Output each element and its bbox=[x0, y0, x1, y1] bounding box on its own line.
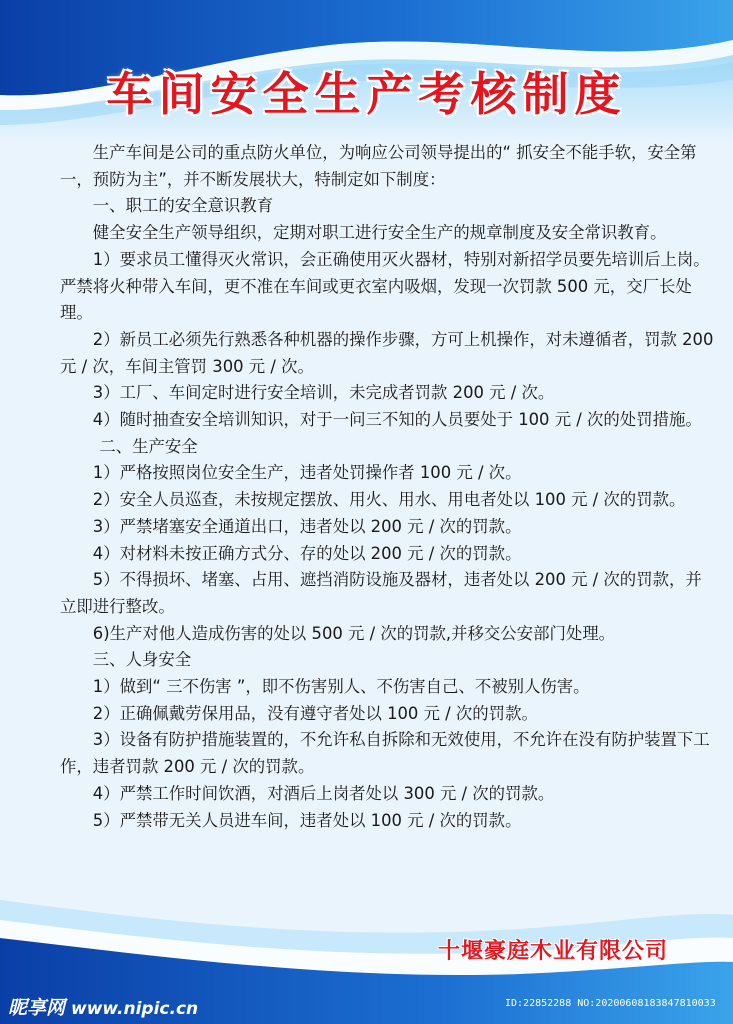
paragraph: 4）对材料未按正确方式分、存的处以 200 元 / 次的罚款。 bbox=[92, 543, 522, 563]
paragraph: 三、人身安全 bbox=[92, 650, 192, 670]
site-watermark bbox=[8, 993, 198, 1020]
image-id-watermark: ID:22852288 NO:20200608183847810033 bbox=[505, 998, 716, 1009]
paragraph: 1）严格按照岗位安全生产，违者处罚操作者 100 元 / 次。 bbox=[92, 463, 522, 483]
site-name: 昵享网 bbox=[8, 997, 66, 1019]
paragraph: 4）随时抽查安全培训知识，对于一问三不知的人员要处于 100 元 / 次的处罚措施。 bbox=[92, 410, 702, 430]
paragraph: 1）要求员工懂得灭火常识，会正确使用灭火器材，特别对新招学员要先培训后上岗。严禁将火种带入车间，更不准在车间或更衣室内吸烟，发现一次罚款 500 元，交厂长处理。 bbox=[60, 249, 710, 323]
paragraph: 5）严禁带无关人员进车间，违者处以 100 元 / 次的罚款。 bbox=[92, 810, 522, 830]
paragraph: 健全安全生产领导组织，定期对职工进行安全生产的规章制度及安全常识教育。 bbox=[92, 223, 667, 243]
paragraph: 1）做到“ 三不伤害 ”，即不伤害别人、不伤害自己、不被别人伤害。 bbox=[92, 677, 590, 697]
page-title: 车间安全生产考核制度 bbox=[106, 67, 627, 121]
paragraph: 5）不得损坏、堵塞、占用、遮挡消防设施及器材，违者处以 200 元 / 次的罚款，并立即进行整改。 bbox=[60, 570, 702, 616]
company-name: 十堰豪庭木业有限公司 bbox=[438, 939, 669, 964]
paragraph: 6)生产对他人造成伤害的处以 500 元 / 次的罚款,并移交公安部门处理。 bbox=[92, 623, 616, 643]
paragraph: 生产车间是公司的重点防火单位，为响应公司领导提出的“ 抓安全不能手软，安全第一，预防为主”，并不断发展状大，特制定如下制度： bbox=[60, 143, 697, 189]
regulation-body bbox=[60, 140, 715, 834]
paragraph: 3）严禁堵塞安全通道出口，违者处以 200 元 / 次的罚款。 bbox=[92, 516, 522, 536]
paragraph: 二、生产安全 bbox=[99, 436, 198, 456]
paragraph: 2）新员工必须先行熟悉各种机器的操作步骤，方可上机操作，对未遵循者，罚款 200 元 / 次，车间主管罚 300 元 / 次。 bbox=[60, 329, 714, 376]
paragraph: 一、职工的安全意识教育 bbox=[92, 196, 274, 216]
paragraph: 2）正确佩戴劳保用品，没有遵守者处以 100 元 / 次的罚款。 bbox=[92, 703, 538, 723]
paragraph: 2）安全人员巡查，未按规定摆放、用火、用水、用电者处以 100 元 / 次的罚款。 bbox=[92, 490, 686, 510]
paragraph: 3）设备有防护措施装置的，不允许私自拆除和无效使用，不允许在没有防护装置下工作，违者罚款 200 元 / 次的罚款。 bbox=[60, 730, 710, 777]
site-url: www.nipic.cn bbox=[71, 999, 199, 1019]
paragraph: 3）工厂、车间定时进行安全培训，未完成者罚款 200 元 / 次。 bbox=[92, 383, 555, 403]
paragraph: 4）严禁工作时间饮酒，对酒后上岗者处以 300 元 / 次的罚款。 bbox=[92, 783, 555, 803]
